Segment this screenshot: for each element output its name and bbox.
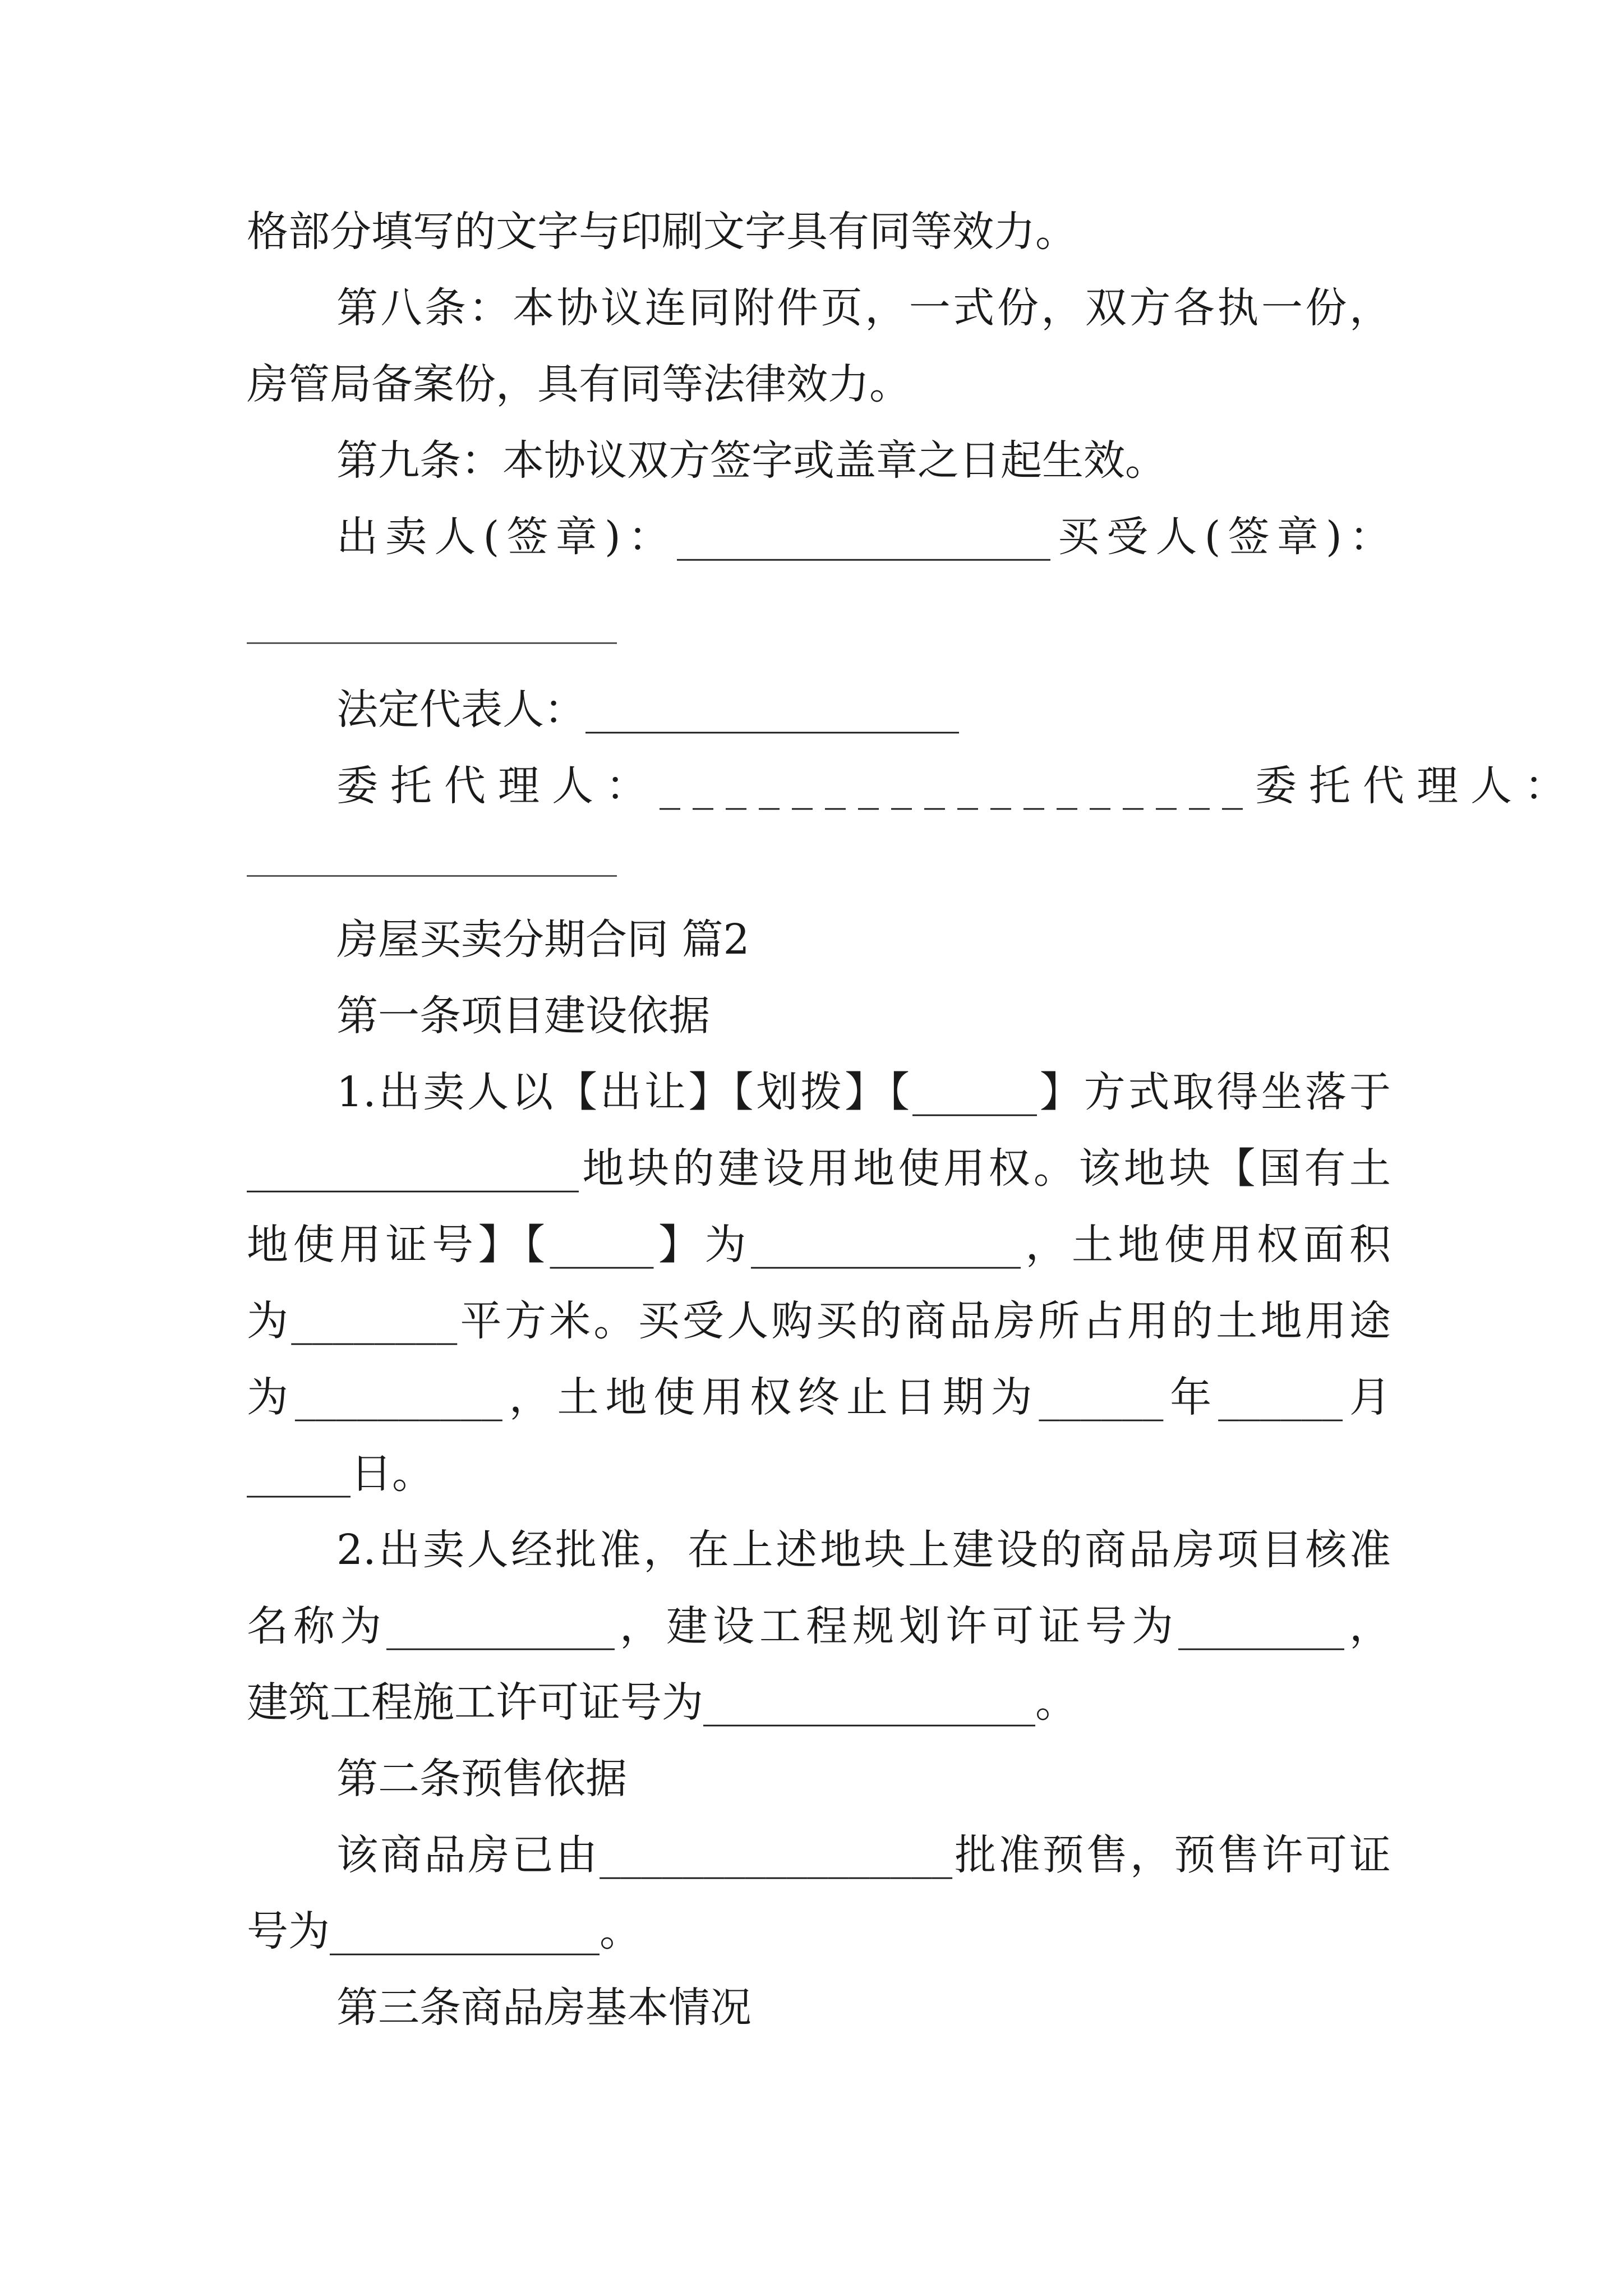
clause-text: 2.出卖人经批准，在上述地块上建设的商品房项目核准 bbox=[336, 1526, 1391, 1574]
clause-text: 该商品房已由_________________批准预售，预售许可证 bbox=[336, 1831, 1391, 1879]
article-heading: 第一条项目建设依据 bbox=[336, 992, 710, 1040]
signature-underline bbox=[247, 642, 617, 644]
section-title: 房屋买卖分期合同 篇2 bbox=[336, 915, 750, 964]
article-9: 第九条：本协议双方签字或盖章之日起生效。 bbox=[336, 436, 1166, 485]
clause-text: 名称为___________，建设工程规划许可证号为________， bbox=[247, 1602, 1391, 1650]
legal-representative-line: 法定代表人：__________________ bbox=[336, 685, 959, 734]
article-8: 第八条：本协议连同附件页，一式份，双方各执一份， bbox=[336, 284, 1391, 332]
clause-text: 1.出卖人以【出让】【划拨】【______】方式取得坐落于 bbox=[336, 1068, 1391, 1116]
agent-signature-line: 委托代理人：__________________委托代理人： bbox=[336, 762, 1578, 810]
clause-text: 号为_____________。 bbox=[247, 1907, 641, 1955]
article-heading: 第二条预售依据 bbox=[336, 1755, 627, 1803]
text-line: 格部分填写的文字与印刷文字具有同等效力。 bbox=[247, 208, 1077, 256]
clause-text: 为________平方米。买受人购买的商品房所占用的土地用途 bbox=[247, 1297, 1391, 1345]
clause-text: 建筑工程施工许可证号为________________。 bbox=[247, 1678, 1077, 1727]
clause-text: 为__________，土地使用权终止日期为______年______月 bbox=[247, 1373, 1391, 1421]
article-heading: 第三条商品房基本情况 bbox=[336, 1984, 751, 2032]
clause-text: 地使用证号】【_____】为_____________，土地使用权面积 bbox=[247, 1221, 1391, 1269]
signature-underline bbox=[247, 875, 617, 877]
clause-text: ________________地块的建设用地使用权。该地块【国有土 bbox=[247, 1144, 1391, 1193]
clause-text: _____日。 bbox=[247, 1450, 434, 1498]
text-line: 房管局备案份，具有同等法律效力。 bbox=[247, 360, 911, 408]
seller-buyer-signature-line: 出卖人(签章)：__________________买受人(签章)： bbox=[336, 513, 1391, 561]
